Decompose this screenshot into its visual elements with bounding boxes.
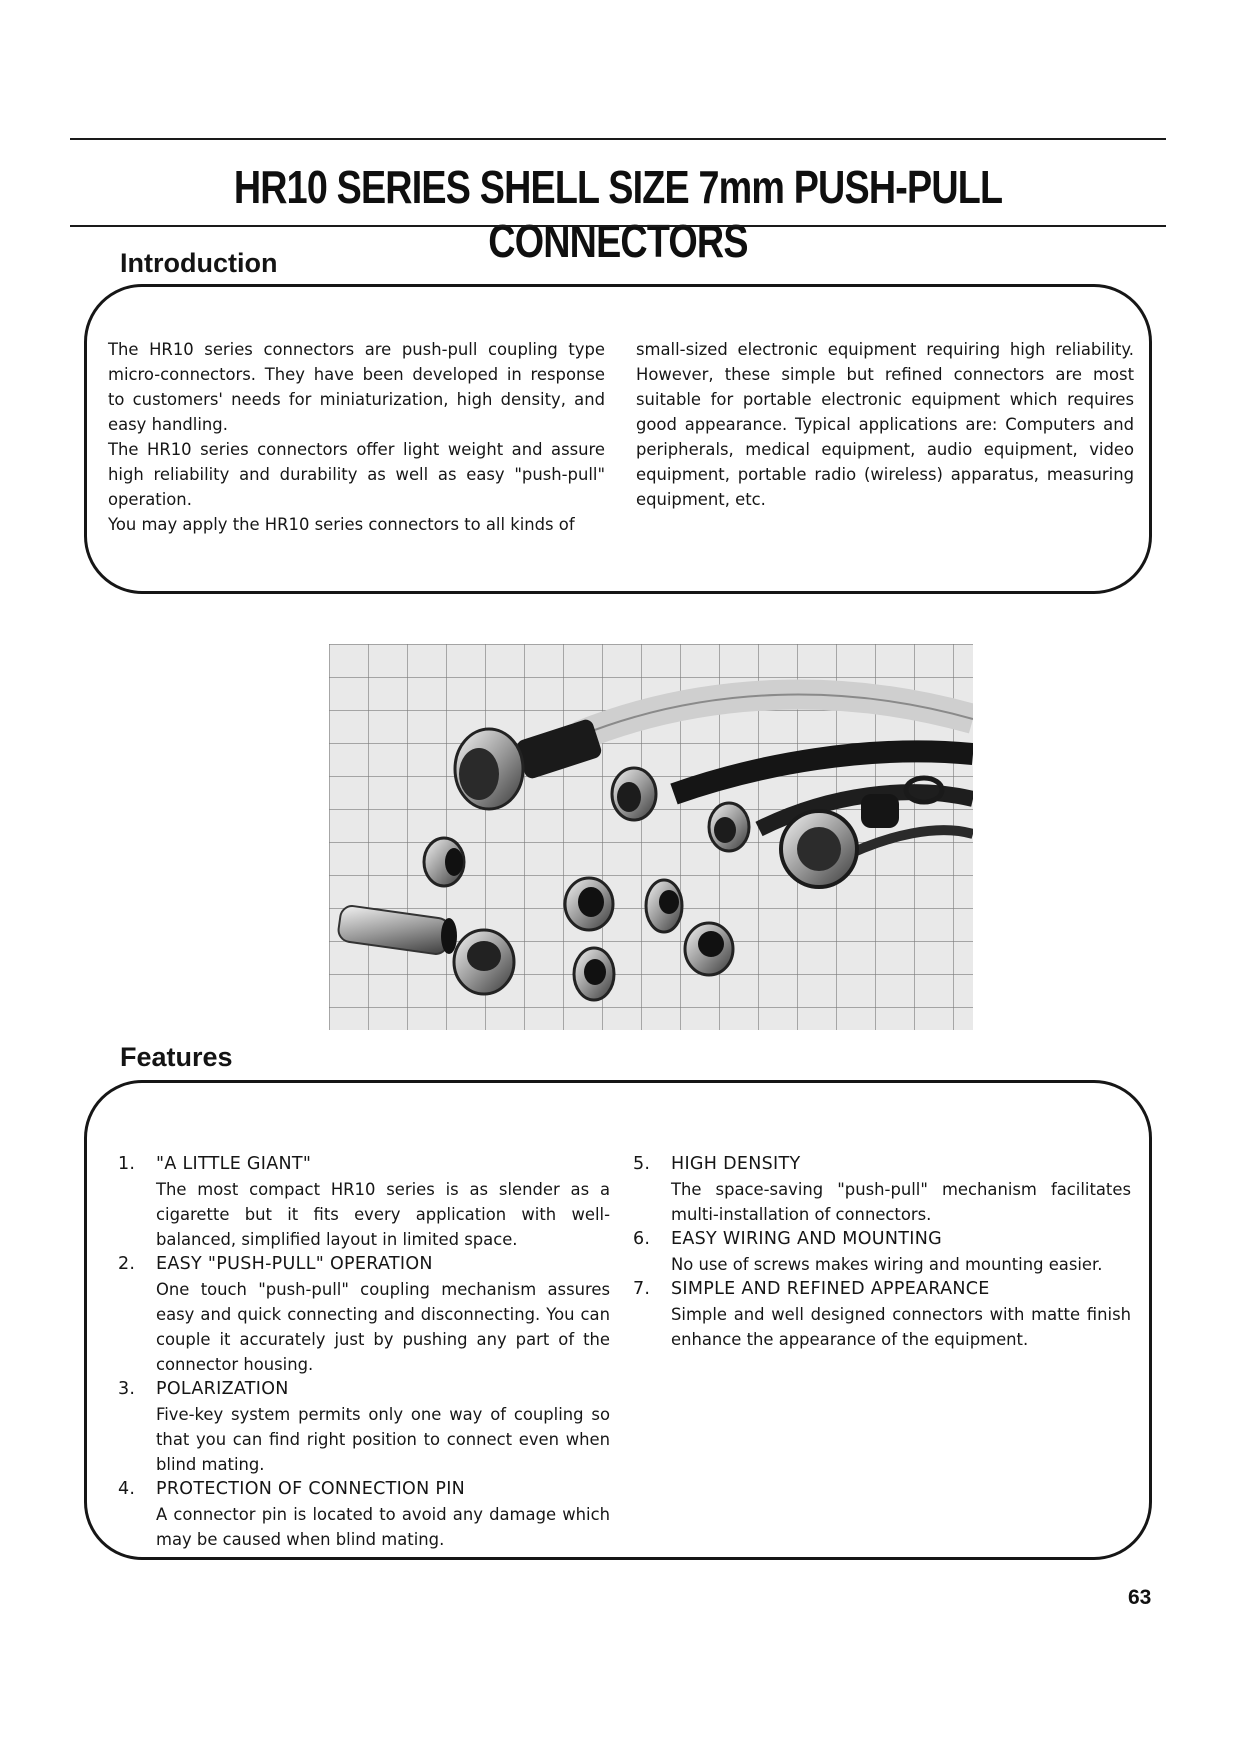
feature-item bbox=[118, 1377, 610, 1477]
feature-number: 3. bbox=[118, 1379, 136, 1399]
feature-title: SIMPLE AND REFINED APPEARANCE bbox=[671, 1279, 990, 1299]
connector-product-photo bbox=[329, 644, 973, 1030]
features-right-column bbox=[633, 1152, 1131, 1352]
feature-number: 1. bbox=[118, 1154, 136, 1174]
page-title: HR10 SERIES SHELL SIZE 7mm PUSH-PULL CONNECTORS bbox=[233, 161, 1003, 267]
introduction-right-column bbox=[636, 337, 1134, 512]
feature-number: 5. bbox=[633, 1154, 651, 1174]
feature-text: Simple and well designed connectors with matte finish enhance the appearance of the equipment. bbox=[671, 1305, 1131, 1349]
title-underline-rule bbox=[70, 225, 1166, 227]
feature-item bbox=[118, 1477, 610, 1552]
top-rule bbox=[70, 138, 1166, 140]
feature-text: The space-saving "push-pull" mechanism facilitates multi-installation of connectors. bbox=[671, 1180, 1131, 1224]
introduction-left-column bbox=[108, 337, 605, 537]
feature-number: 4. bbox=[118, 1479, 136, 1499]
introduction-paragraph: You may apply the HR10 series connectors to all kinds of bbox=[108, 515, 575, 534]
feature-item bbox=[118, 1252, 610, 1377]
introduction-paragraph: small-sized electronic equipment requiring high reliability. However, these simple but refined connectors are most suitable for portable electronic equipment which requires good appearance. Typical applications are: Computers and peripherals, medical equipment, audio equipment, video equipment, portable radio (wireless) apparatus, measuring equipment, etc. bbox=[636, 340, 1134, 509]
feature-text: One touch "push-pull" coupling mechanism assures easy and quick connecting and disconnecting. You can couple it accurately just by pushing any part of the connector housing. bbox=[156, 1280, 610, 1374]
page-number: 63 bbox=[1128, 1586, 1152, 1609]
feature-title: EASY "PUSH-PULL" OPERATION bbox=[156, 1254, 433, 1274]
introduction-heading: Introduction bbox=[120, 248, 278, 278]
feature-text: The most compact HR10 series is as slender as a cigarette but it fits every application with well-balanced, simplified layout in limited space. bbox=[156, 1180, 610, 1249]
feature-title: POLARIZATION bbox=[156, 1379, 289, 1399]
connector-photo-illustration bbox=[329, 644, 973, 1030]
introduction-paragraph: The HR10 series connectors offer light weight and assure high reliability and durability as well as easy "push-pull" operation. bbox=[108, 440, 605, 509]
feature-text: No use of screws makes wiring and mounting easier. bbox=[671, 1255, 1103, 1274]
feature-title: HIGH DENSITY bbox=[671, 1154, 801, 1174]
feature-number: 6. bbox=[633, 1229, 651, 1249]
feature-text: Five-key system permits only one way of coupling so that you can find right position to connect even when blind mating. bbox=[156, 1405, 610, 1474]
feature-title: "A LITTLE GIANT" bbox=[156, 1154, 312, 1174]
feature-number: 2. bbox=[118, 1254, 136, 1274]
feature-item bbox=[633, 1227, 1131, 1277]
feature-item bbox=[118, 1152, 610, 1252]
feature-title: EASY WIRING AND MOUNTING bbox=[671, 1229, 942, 1249]
dust-cap bbox=[861, 794, 899, 828]
feature-item bbox=[633, 1152, 1131, 1227]
introduction-paragraph: The HR10 series connectors are push-pull coupling type micro-connectors. They have been developed in response to customers' needs for miniaturization, high density, and easy handling. bbox=[108, 340, 605, 434]
feature-title: PROTECTION OF CONNECTION PIN bbox=[156, 1479, 466, 1499]
features-heading: Features bbox=[120, 1042, 233, 1072]
feature-item bbox=[633, 1277, 1131, 1352]
features-left-column bbox=[118, 1152, 610, 1552]
feature-number: 7. bbox=[633, 1279, 651, 1299]
feature-text: A connector pin is located to avoid any damage which may be caused when blind mating. bbox=[156, 1505, 610, 1549]
